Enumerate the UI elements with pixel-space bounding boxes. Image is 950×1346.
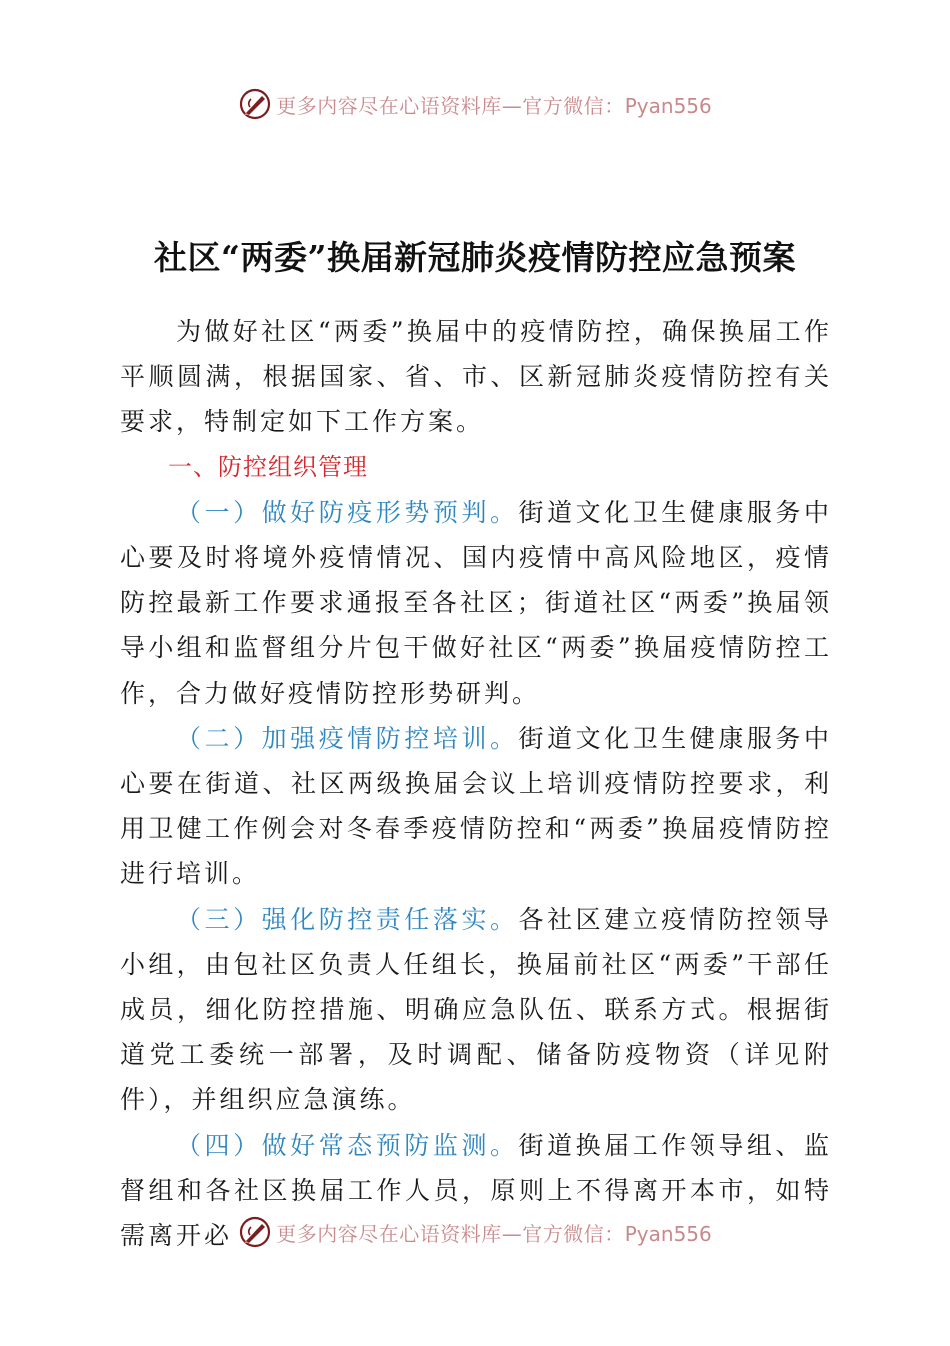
banner-text: 更多内容尽在心语资料库—官方微信：Pyan556 (276, 93, 712, 118)
item-text: 街道文化卫生健康服务中心要在街道、社区两级换届会议上培训疫情防控要求，利用卫健工作例会对冬春季疫情防控和“两委”换届疫情防控进行培训。 (120, 723, 832, 889)
section-item-1 (120, 490, 832, 716)
pen-in-circle-logo-icon (238, 87, 272, 121)
item-text: 街道换届工作领导组、监督组和各社区换届工作人员，原则上不得离开本市，如特需离开必 (120, 1130, 832, 1251)
footer-banner (0, 1212, 950, 1252)
item-label: （四）做好常态预防监测。 (176, 1130, 519, 1160)
item-label: （一）做好防疫形势预判。 (176, 497, 519, 527)
document-body (120, 309, 832, 1258)
item-label: （二）加强疫情防控培训。 (176, 723, 519, 753)
pen-in-circle-logo-icon (238, 1215, 272, 1249)
section-heading: 一、防控组织管理 (168, 452, 368, 481)
item-label: （三）强化防控责任落实。 (176, 904, 519, 934)
item-text: 各社区建立疫情防控领导小组，由包社区负责人任组长，换届前社区“两委”干部任成员，细化防控措施、明确应急队伍、联系方式。根据街道党工委统一部署，及时调配、储备防疫物资（详见附件），并组织应急演练。 (120, 904, 832, 1115)
banner-text: 更多内容尽在心语资料库—官方微信：Pyan556 (276, 1221, 712, 1246)
document-title: 社区“两委”换届新冠肺炎疫情防控应急预案 (154, 238, 796, 277)
header-banner (0, 84, 950, 124)
item-text: 街道文化卫生健康服务中心要及时将境外疫情情况、国内疫情中高风险地区，疫情防控最新工作要求通报至各社区；街道社区“两委”换届领导小组和监督组分片包干做好社区“两委”换届疫情防控工作，合力做好疫情防控形势研判。 (120, 497, 832, 708)
intro-paragraph: 为做好社区“两委”换届中的疫情防控，确保换届工作平顺圆满，根据国家、省、市、区新冠肺炎疫情防控有关要求，特制定如下工作方案。 (120, 317, 832, 437)
wechat-handle: Pyan556 (624, 1221, 712, 1246)
section-item-2 (120, 716, 832, 897)
wechat-handle: Pyan556 (624, 93, 712, 118)
section-item-3 (120, 897, 832, 1123)
